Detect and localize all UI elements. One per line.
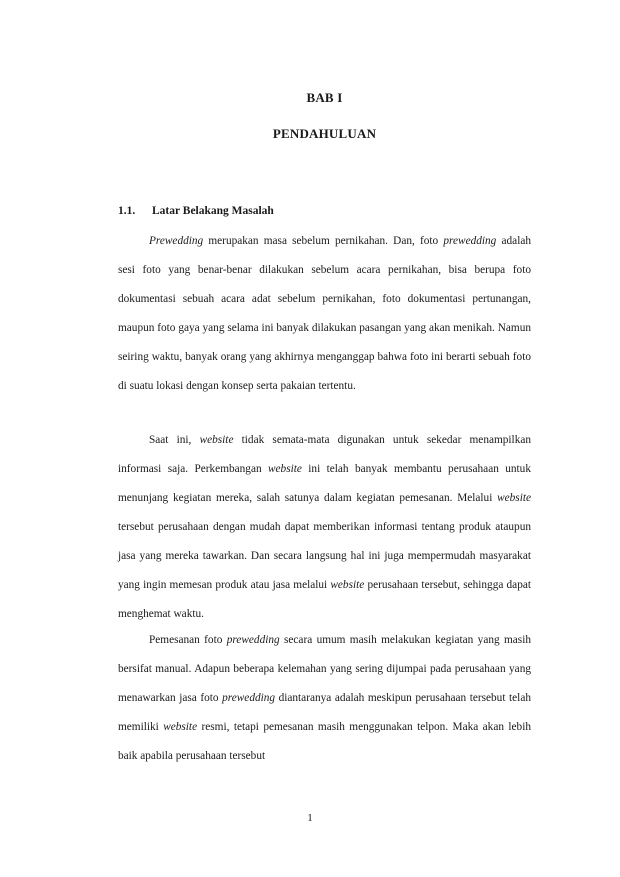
italic-term: prewedding <box>226 634 280 646</box>
paragraph-text: merupakan masa sebelum pernikahan. Dan, foto <box>203 235 444 247</box>
paragraph-text: tersebut perusahaan dengan mudah dapat memberikan informasi tentang produk ataupun jasa yang mereka tawarkan. Dan secara langsung hal ini juga mempermudah masyarakat yang ingin memesan produk atau jasa melalui <box>118 521 531 591</box>
paragraph-text: ini telah banyak membantu perusahaan untuk menunjang kegiatan mereka, salah satunya dalam kegiatan pemesanan. Melalui <box>118 463 531 504</box>
section-number: 1.1. <box>118 205 136 217</box>
paragraph-text: tidak semata-mata digunakan untuk sekedar menampilkan informasi saja. Perkembangan <box>118 434 532 475</box>
section-title: Latar Belakang Masalah <box>152 205 274 217</box>
italic-term: website <box>497 492 531 504</box>
chapter-label: BAB I <box>306 90 343 105</box>
paragraph-3 <box>118 626 531 771</box>
chapter-title: PENDAHULUAN <box>272 126 377 141</box>
paragraph-text: diantaranya adalah meskipun perusahaan tersebut telah memiliki <box>118 692 531 733</box>
italic-term: website <box>199 434 234 446</box>
paragraph-text: resmi, tetapi pemesanan masih menggunakan telpon. Maka akan lebih baik apabila perusahaan tersebut <box>118 721 531 762</box>
italic-term: Prewedding <box>149 235 204 247</box>
italic-term: website <box>268 463 302 475</box>
paragraph-text: Saat ini, <box>149 434 200 446</box>
paragraph-1 <box>118 227 531 401</box>
section-heading <box>118 205 274 217</box>
italic-term: website <box>163 721 198 733</box>
paragraph-text: secara umum masih melakukan kegiatan yang masih bersifat manual. Adapun beberapa kelemahan yang sering dijumpai pada perusahaan yang menawarkan jasa foto <box>118 634 531 704</box>
italic-term: prewedding <box>222 692 276 704</box>
paragraph-text: perusahaan tersebut, sehingga dapat menghemat waktu. <box>118 579 532 620</box>
italic-term: website <box>330 579 365 591</box>
paragraph-text: Pemesanan foto <box>149 634 227 646</box>
italic-term: prewedding <box>443 235 497 247</box>
paragraph-2 <box>118 426 531 629</box>
page-number: 1 <box>307 812 313 824</box>
paragraph-text: adalah sesi foto yang benar-benar dilakukan sebelum acara pernikahan, bisa berupa foto dokumentasi sebuah acara adat sebelum pernikahan, foto dokumentasi pertunangan, maupun foto gaya yang selama ini banyak dilakukan pasangan yang akan menikah. Namun seiring waktu, banyak orang yang akhirnya menganggap bahwa foto ini berarti sebuah foto di suatu lokasi dengan konsep serta pakaian tertentu. <box>118 235 531 392</box>
